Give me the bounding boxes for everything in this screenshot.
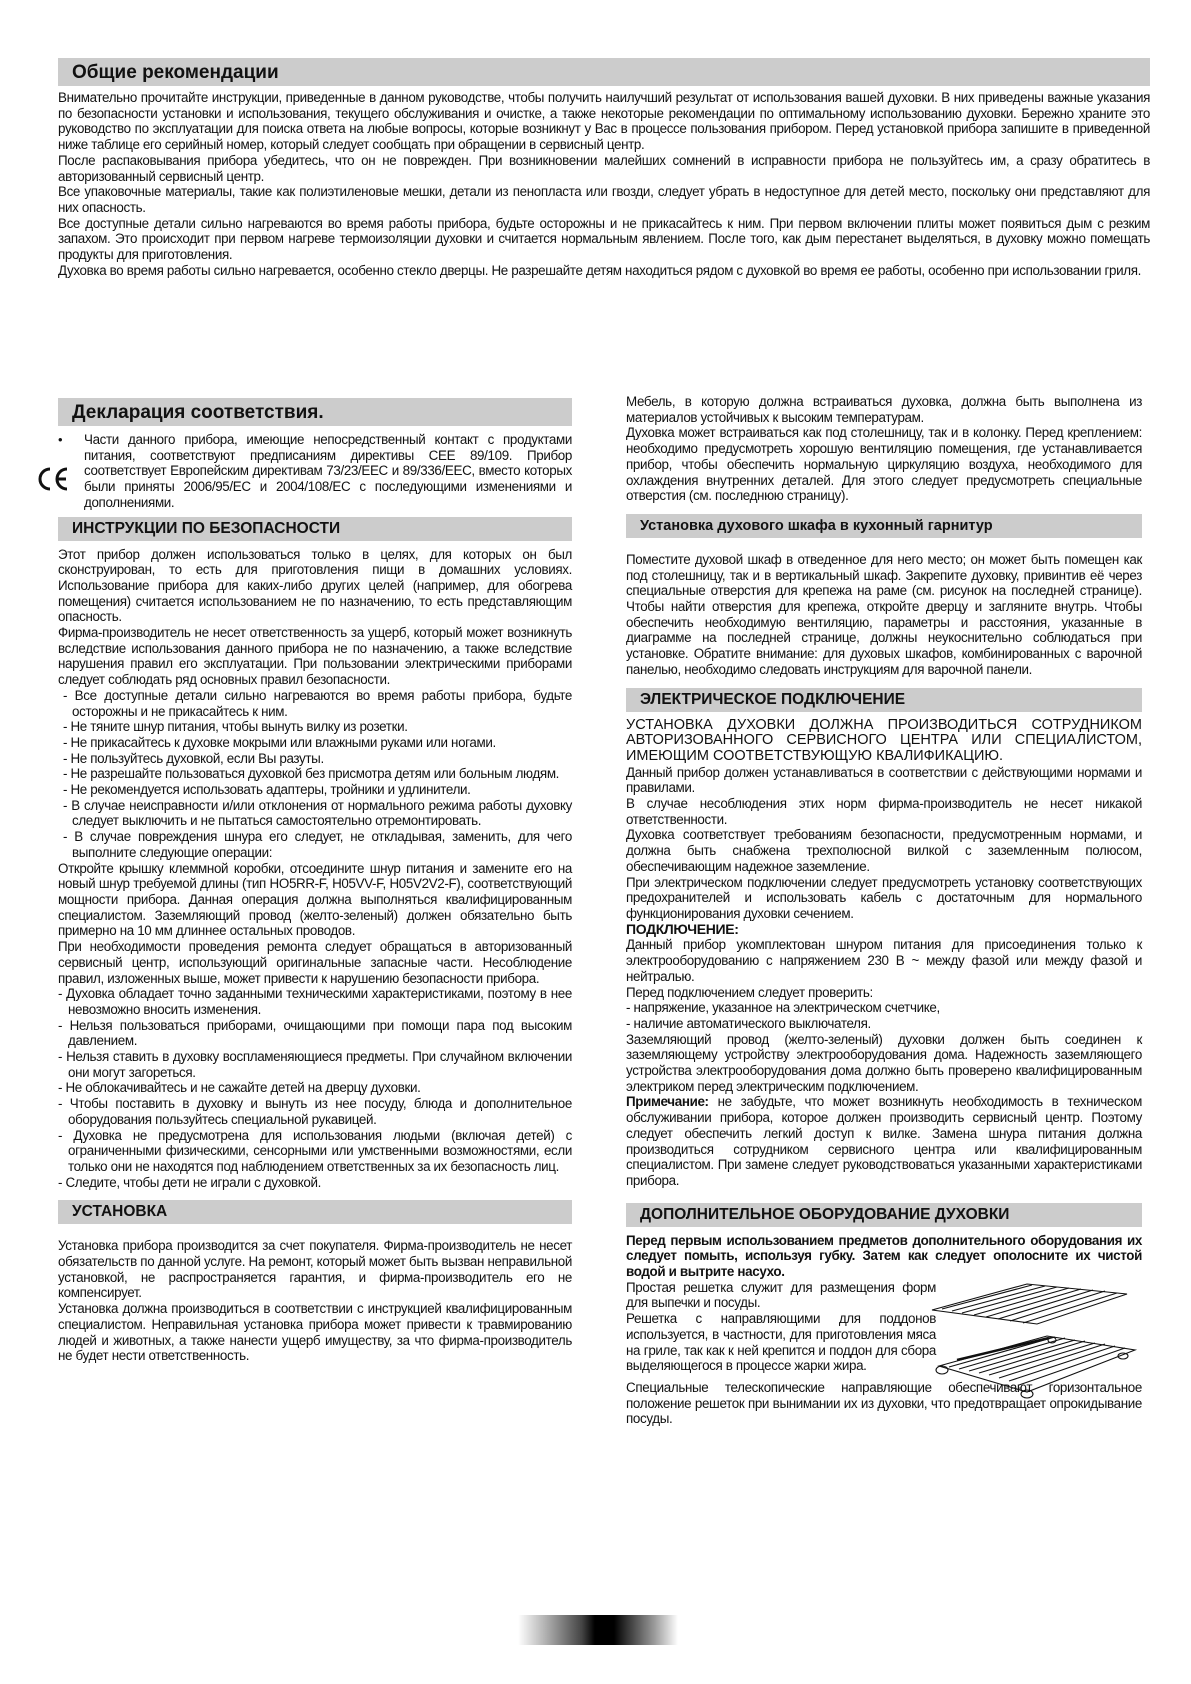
paragraph: Духовка во время работы сильно нагревается, особенно стекло дверцы. Не разрешайте детям находиться рядом с духовкой во время ее работы, особенно при использовании гриля.	[58, 262, 1142, 278]
left-column	[58, 398, 572, 1364]
wire-rack-icon	[932, 1284, 1127, 1324]
safety-rule: - В случае неисправности и/или отклонения от нормального режима работы духовку следует выключить и не пытаться самостоятельно отремонтировать.	[63, 797, 572, 829]
accessory-item: Простая решетка служит для размещения форм для выпечки и посуды.	[626, 1279, 936, 1311]
paragraph: Духовка соответствует требованиям безопасности, предусмотренным нормами, и должна быть снабжена трехполюсной вилкой с заземленным полюсом, обеспечивающим надежное заземление.	[626, 827, 1142, 874]
paragraph: В случае несоблюдения этих норм фирма-производитель не несет никакой ответственности.	[626, 796, 1142, 827]
section-body	[58, 90, 1150, 278]
electrical-title: ЭЛЕКТРИЧЕСКОЕ ПОДКЛЮЧЕНИЕ	[626, 688, 1142, 712]
paragraph: Откройте крышку клеммной коробки, отсоедините шнур питания и замените его на новый шнур требуемой длины (тип HO5RR-F, H05VV-F, H05V2V2-F), соответствующий мощности прибора. Данная операция должна выполняться квалифицированным специалистом. Заземляющий провод (желто-зеленый) должен обязательно быть примерно на 10 мм длиннее остальных проводов.	[58, 860, 572, 939]
paragraph: При необходимости проведения ремонта следует обращаться в авторизованный сервисный центр, использующий оригинальные запасные части. Несоблюдение правил, изложенных выше, может привести к нарушению безопасности прибора.	[58, 939, 572, 986]
paragraph: Мебель, в которую должна встраиваться духовка, должна быть выполнена из материалов устойчивых к высоким температурам.	[626, 394, 1142, 425]
oven-racks-illustration	[927, 1280, 1142, 1400]
accessory-text	[626, 1280, 936, 1374]
grill-rack-with-tray-icon	[936, 1336, 1135, 1398]
bullet-icon: •	[58, 432, 63, 447]
kitchen-install-body	[626, 552, 1142, 678]
paragraph: Внимательно прочитайте инструкции, приведенные в данном руководстве, чтобы получить наилучший результат от использования вашей духовки. В них приведены важные указания по безопасности установки и использования, текущего обслуживания и очистке, а также некоторые рекомендации по оптимальному использованию духовки. Бережно храните это руководство по эксплуатации для поиска ответа на любые вопросы, которые возникнут у Вас в процессе пользования прибором. Перед установкой прибора запишите в приведенной ниже таблице его серийный номер, который следует сообщать при обращении в сервисный центр.	[58, 90, 1150, 153]
right-column	[626, 394, 1142, 1427]
accessories-body	[626, 1233, 1142, 1427]
accessories-intro: Перед первым использованием предметов дополнительного оборудования их следует помыть, используя губку. Затем как следует ополосните их чистой водой и вытрите насухо.	[626, 1232, 1142, 1280]
paragraph: При электрическом подключении следует предусмотреть установку соответствующих предохранителей и использовать кабель с достаточным для нормального функционирования духовки сечением.	[626, 874, 1142, 921]
safety-body	[58, 547, 572, 1191]
declaration-text: Части данного прибора, имеющие непосредственный контакт с продуктами питания, соответствуют предписаниям директивы CEE 89/109. Прибор соответствует Европейским директивам 73/23/EEC и 89/336/EEC, вместо которых были приняты 2006/95/EC и 2004/108/EC с последующими изменениями и дополнениями.	[84, 432, 572, 510]
safety-title: ИНСТРУКЦИИ ПО БЕЗОПАСНОСТИ	[58, 517, 572, 541]
safety-rule: - Все доступные детали сильно нагреваются во время работы прибора, будьте осторожны и не прикасайтесь к ним.	[63, 687, 572, 719]
check-item: - напряжение, указанное на электрическом счетчике,	[626, 1000, 940, 1016]
accessory-item: Решетка с направляющими для поддонов используется, в частности, для приготовления мяса на гриле, так как к ней крепится и поддон для сбора выделяющегося в процессе жарки жира.	[626, 1311, 936, 1374]
safety-rule: - Духовка не предусмотрена для использования людьми (включая детей) с ограниченными физическими, сенсорными или умственными возможностями, если только они не находятся под наблюдением ответственных за их безопасность лиц.	[58, 1127, 572, 1174]
safety-rule: - В случае повреждения шнура его следует, не откладывая, заменить, для чего выполните следующие операции:	[63, 829, 572, 860]
electrical-body	[626, 718, 1142, 1189]
general-recommendations-section	[58, 58, 1150, 278]
page-number-bar	[518, 1615, 678, 1645]
accessories-title: ДОПОЛНИТЕЛЬНОЕ ОБОРУДОВАНИЕ ДУХОВКИ	[626, 1203, 1142, 1227]
safety-rule: - Не разрешайте пользоваться духовкой без присмотра детям или больным людям.	[63, 766, 560, 782]
ce-mark-icon	[36, 466, 70, 498]
paragraph: Поместите духовой шкаф в отведенное для него место; он может быть помещен как под столешницу, так и в вертикальный шкаф. Закрепите духовку, привинтив её через специальные отверстия для крепежа на раме (см. рисунок на последней странице). Чтобы найти отверстия для крепежа, откройте дверцу и загляните внутрь. Чтобы обеспечить необходимую вентиляцию, параметры и расстояния, указанные в диаграмме на последней странице, должны неукоснительно соблюдаться при установке. Обратите внимание: для духовых шкафов, комбинированных с варочной панелью, необходимо следовать инструкциям для варочной панели.	[626, 551, 1142, 677]
paragraph: Фирма-производитель не несет ответственность за ущерб, который может возникнуть вследствие использования данного прибора не по назначению, а также вследствие нарушения правил его эксплуатации. При пользовании электрическими приборами следует соблюдать ряд основных правил безопасности.	[58, 625, 572, 688]
safety-rule: - Не облокачивайтесь и не сажайте детей на дверцу духовки.	[58, 1080, 421, 1096]
connection-title: ПОДКЛЮЧЕНИЕ:	[626, 920, 739, 937]
safety-rule: - Не прикасайтесь к духовке мокрыми или влажными руками или ногами.	[63, 734, 496, 750]
paragraph: Этот прибор должен использоваться только в целях, для которых он был сконструирован, то есть для приготовления пищи в домашних условиях. Использование прибора для каких-либо других целей (например, для обогрева помещения) считается использованием не по назначению, то есть представляющим опасность.	[58, 546, 572, 625]
furniture-body	[626, 394, 1142, 504]
paragraph: Данный прибор укомплектован шнуром питания для присоединения только к электрооборудованию с напряжением 230 В ~ между фазой или между фазой и нейтралью.	[626, 937, 1142, 984]
section-title: Общие рекомендации	[58, 58, 1150, 86]
paragraph: Специальные телескопические направляющие обеспечивают горизонтальное положение решеток при вынимании их из духовки, что предотвращает опрокидывание посуды.	[626, 1379, 1142, 1427]
installation-body	[58, 1238, 572, 1364]
paragraph: Данный прибор должен устанавливаться в соответствии с действующими нормами и правилами.	[626, 764, 1142, 796]
safety-rule: - Духовка обладает точно заданными техническими характеристиками, поэтому в нее невозможно вносить изменения.	[58, 986, 572, 1017]
note-paragraph	[626, 1094, 1142, 1188]
caps-notice: УСТАНОВКА ДУХОВКИ ДОЛЖНА ПРОИЗВОДИТЬСЯ СОТРУДНИКОМ АВТОРИЗОВАННОГО СЕРВИСНОГО ЦЕНТРА ИЛИ СПЕЦИАЛИСТОМ, ИМЕЮЩИМ СООТВЕТСТВУЮЩУЮ КВАЛИФИКАЦИЮ.	[626, 716, 1142, 764]
safety-rule: - Нельзя пользоваться приборами, очищающими при помощи пара под высоким давлением.	[58, 1017, 572, 1049]
paragraph: Заземляющий провод (желто-зеленый) духовки должен быть соединен к заземляющему устройству электрооборудования дома. Надежность заземляющего устройства электрооборудования дома должно быть проверено квалифицированным электриком перед электрическим подключением.	[626, 1031, 1142, 1094]
paragraph: Все упаковочные материалы, такие как полиэтиленовые мешки, детали из пенопласта или гвозди, следует убрать в недоступное для детей место, поскольку они представляют для них опасность.	[58, 184, 1150, 215]
kitchen-install-title: Установка духового шкафа в кухонный гарнитур	[626, 514, 1142, 538]
paragraph: Установка прибора производится за счет покупателя. Фирма-производитель не несет обязательств по данной услуге. На ремонт, который может быть вызван неправильной установкой, не распространяется гарантия, и фирма-производитель его не компенсирует.	[58, 1238, 572, 1301]
paragraph: Установка должна производиться в соответствии с инструкцией квалифицированным специалистом. Неправильная установка прибора может привести к травмированию людей и животных, а также нанести ущерб имуществу, за что фирма-производитель не будет нести ответственность.	[58, 1301, 572, 1364]
paragraph: Все доступные детали сильно нагреваются во время работы прибора, будьте осторожны и не прикасайтесь к ним. При первом включении плиты может появиться дым с резким запахом. Это происходит при первом нагреве термоизоляции духовки и считается нормальным явлением. После того, как дым перестанет выделяться, в духовку можно помещать продукты для приготовления.	[58, 215, 1150, 263]
declaration-title: Декларация соответствия.	[58, 398, 572, 426]
note-text: не забудьте, что может возникнуть необходимость в техническом обслуживании прибора, которое должен производить сервисный центр. Поэтому следует обеспечить легкий доступ к вилке. Замена шнура питания должна производиться сотрудником сервисного центра или квалифицированным специалистом. При замене следует руководствоваться указанными характеристиками прибора.	[626, 1094, 1142, 1188]
accessory-row	[626, 1280, 1142, 1374]
safety-rule: - Нельзя ставить в духовку воспламеняющиеся предметы. При случайном включении они могут загореться.	[58, 1049, 572, 1080]
declaration-block	[58, 432, 572, 511]
paragraph: Духовка может встраиваться как под столешницу, так и в колонку. Перед креплением: необходимо предусмотреть хорошую вентиляцию помещения, где устанавливается прибор, чтобы обеспечить нормальную циркуляцию воздуха, необходимого для охлаждения внутренних деталей. Для этого следует предусмотреть специальные отверстия (см. последнюю страницу).	[626, 425, 1142, 504]
safety-rule: - Не тяните шнур питания, чтобы вынуть вилку из розетки.	[63, 719, 408, 735]
safety-rule: - Не пользуйтесь духовкой, если Вы разуты.	[63, 750, 324, 766]
note-label: Примечание:	[626, 1094, 709, 1110]
safety-rule: - Чтобы поставить в духовку и вынуть из нее посуду, блюда и дополнительное оборудования пользуйтесь специальной рукавицей.	[58, 1096, 572, 1127]
paragraph: Перед подключением следует проверить:	[626, 984, 873, 1000]
ce-mark-svg	[36, 466, 70, 492]
installation-title: УСТАНОВКА	[58, 1200, 572, 1224]
safety-rule: - Следите, чтобы дети не играли с духовкой.	[58, 1174, 322, 1190]
safety-rule: - Не рекомендуется использовать адаптеры, тройники и удлинители.	[63, 782, 471, 798]
paragraph: После распаковывания прибора убедитесь, что он не поврежден. При возникновении малейших сомнений в исправности прибора не пользуйтесь им, а сразу обратитесь в авторизованный сервисный центр.	[58, 152, 1150, 184]
check-item: - наличие автоматического выключателя.	[626, 1015, 871, 1031]
